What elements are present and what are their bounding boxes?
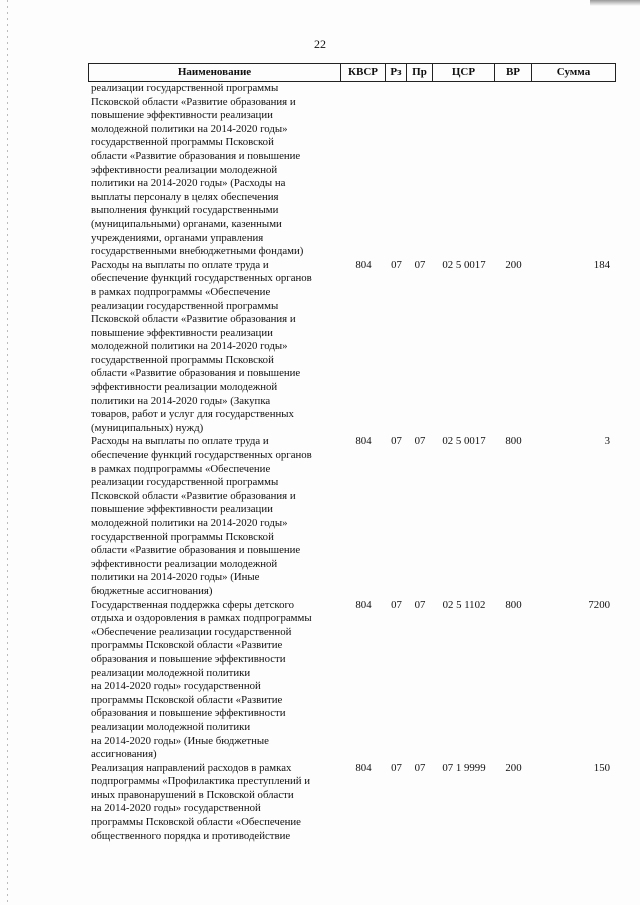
row-name-line: учреждениями, органами управления	[91, 231, 264, 244]
row-name-line: повышение эффективности реализации	[91, 326, 273, 339]
row-rz: 07	[391, 761, 402, 774]
row-name-line: Псковской области «Развитие образования и	[91, 95, 296, 108]
header-rz: Рз	[386, 64, 407, 81]
row-name-line: ассигнования)	[91, 748, 157, 761]
header-vr: ВР	[495, 64, 532, 81]
row-pr: 07	[414, 258, 426, 271]
row-name-line: Реализация направлений расходов в рамках	[91, 761, 292, 774]
row-vr: 200	[505, 258, 522, 271]
row-name-line: программы Псковской области «Развитие	[91, 639, 283, 652]
row-pr: 07	[414, 435, 426, 448]
row-name-line: области «Развитие образования и повышение	[91, 544, 301, 557]
row-kvsr: 804	[355, 761, 372, 774]
row-name-line: на 2014-2020 годы» государственной	[91, 680, 261, 693]
row-name-line: программы Псковской области «Развитие	[91, 693, 283, 706]
row-rz: 07	[391, 598, 402, 611]
row-name-line: в рамках подпрограммы «Обеспечение	[91, 462, 271, 475]
scan-edge-mark	[7, 0, 8, 905]
row-name-line: Расходы на выплаты по оплате труда и	[91, 435, 269, 448]
row-name-line: политики на 2014-2020 годы» (Иные	[91, 571, 260, 584]
row-name-line: (муниципальных) нужд)	[91, 421, 204, 434]
row-rz: 07	[391, 435, 402, 448]
row-name-line: политики на 2014-2020 годы» (Расходы на	[91, 177, 286, 190]
row-pr	[407, 82, 433, 259]
budget-table	[88, 63, 616, 843]
row-sum	[532, 82, 616, 259]
row-name	[88, 599, 341, 762]
row-kvsr	[341, 82, 386, 259]
row-name-line: реализации государственной программы	[91, 476, 279, 489]
row-name-line: в рамках подпрограммы «Обеспечение	[91, 285, 271, 298]
row-name-line: бюджетные ассигнования)	[91, 584, 213, 597]
row-csr: 02 5 1102	[442, 598, 486, 611]
row-csr: 02 5 0017	[442, 258, 486, 271]
row-name	[88, 82, 341, 259]
row-name-line: реализации государственной программы	[91, 299, 279, 312]
table-row	[88, 82, 616, 259]
table-row	[88, 259, 616, 436]
table-body	[88, 82, 616, 843]
row-name-line: молодежной политики на 2014-2020 годы»	[91, 340, 288, 353]
row-name-line: обеспечение функций государственных органов	[91, 449, 312, 462]
row-name-line: политики на 2014-2020 годы» (Закупка	[91, 394, 271, 407]
row-name-line: реализации государственной программы	[91, 82, 279, 94]
row-name-line: товаров, работ и услуг для государственных	[91, 408, 294, 421]
row-name-line: «Обеспечение реализации государственной	[91, 625, 292, 638]
row-sum: 3	[604, 435, 610, 448]
header-pr: Пр	[407, 64, 433, 81]
row-kvsr: 804	[355, 258, 372, 271]
row-name-line: реализации молодежной политики	[91, 720, 251, 733]
row-name-line: государственной программы Псковской	[91, 530, 274, 543]
row-name-line: эффективности реализации молодежной	[91, 381, 278, 394]
row-name-line: программы Псковской области «Обеспечение	[91, 816, 301, 829]
row-name-line: повышение эффективности реализации	[91, 109, 273, 122]
table-row	[88, 435, 616, 598]
row-name-line: реализации молодежной политики	[91, 666, 251, 679]
row-rz: 07	[391, 258, 402, 271]
row-name-line: области «Развитие образования и повышение	[91, 149, 301, 162]
table-row	[88, 599, 616, 762]
row-name-line: образования и повышение эффективности	[91, 652, 286, 665]
row-name-line: общественного порядка и противодействие	[91, 829, 291, 842]
row-name-line: области «Развитие образования и повышение	[91, 367, 301, 380]
row-vr: 200	[505, 761, 522, 774]
row-name-line: Расходы на выплаты по оплате труда и	[91, 258, 269, 271]
row-name-line: эффективности реализации молодежной	[91, 557, 278, 570]
header-name: Наименование	[88, 64, 341, 81]
row-name-line: государственной программы Псковской	[91, 136, 274, 149]
row-name-line: молодежной политики на 2014-2020 годы»	[91, 517, 288, 529]
row-name-line: отдыха и оздоровления в рамках подпрограммы	[91, 612, 312, 625]
row-kvsr: 804	[355, 435, 372, 448]
table-header	[88, 63, 616, 82]
row-name-line: выплаты персоналу в целях обеспечения	[91, 190, 279, 203]
row-csr: 07 1 9999	[442, 761, 486, 774]
row-name-line: Государственная поддержка сферы детского	[91, 598, 295, 611]
row-rz	[386, 82, 407, 259]
row-name-line: на 2014-2020 годы» (Иные бюджетные	[91, 734, 269, 747]
row-vr: 800	[505, 598, 522, 611]
scan-corner-mark	[590, 0, 640, 6]
page-number: 22	[314, 37, 326, 51]
row-pr: 07	[414, 598, 426, 611]
row-sum: 184	[593, 258, 610, 271]
row-name-line: повышение эффективности реализации	[91, 503, 273, 516]
row-name-line: иных правонарушений в Псковской области	[91, 788, 294, 801]
row-name-line: обеспечение функций государственных органов	[91, 272, 312, 285]
header-csr: ЦСР	[433, 64, 495, 81]
row-name-line: Псковской области «Развитие образования и	[91, 313, 296, 326]
row-name-line: государственной программы Псковской	[91, 353, 274, 366]
row-name-line: (муниципальными) органами, казенными	[91, 217, 282, 230]
row-vr	[495, 82, 532, 259]
row-name-line: Псковской области «Развитие образования и	[91, 489, 296, 502]
row-name-line: подпрограммы «Профилактика преступлений и	[91, 775, 311, 788]
row-sum: 7200	[588, 598, 610, 611]
row-sum: 150	[593, 761, 610, 774]
row-csr	[433, 82, 495, 259]
row-name-line: выполнения функций государственными	[91, 204, 279, 217]
row-name-line: государственными внебюджетными фондами)	[91, 245, 304, 258]
row-name	[88, 259, 341, 436]
row-kvsr: 804	[355, 598, 372, 611]
row-name-line: эффективности реализации молодежной	[91, 163, 278, 176]
row-name	[88, 435, 341, 598]
header-sum: Сумма	[532, 64, 616, 81]
row-csr: 02 5 0017	[442, 435, 486, 448]
header-kvsr: КВСР	[341, 64, 386, 81]
row-pr: 07	[414, 761, 426, 774]
row-name-line: на 2014-2020 годы» государственной	[91, 802, 261, 815]
row-vr: 800	[505, 435, 522, 448]
row-name	[88, 762, 341, 844]
row-name-line: образования и повышение эффективности	[91, 707, 286, 720]
row-name-line: молодежной политики на 2014-2020 годы»	[91, 122, 288, 135]
table-row	[88, 762, 616, 844]
